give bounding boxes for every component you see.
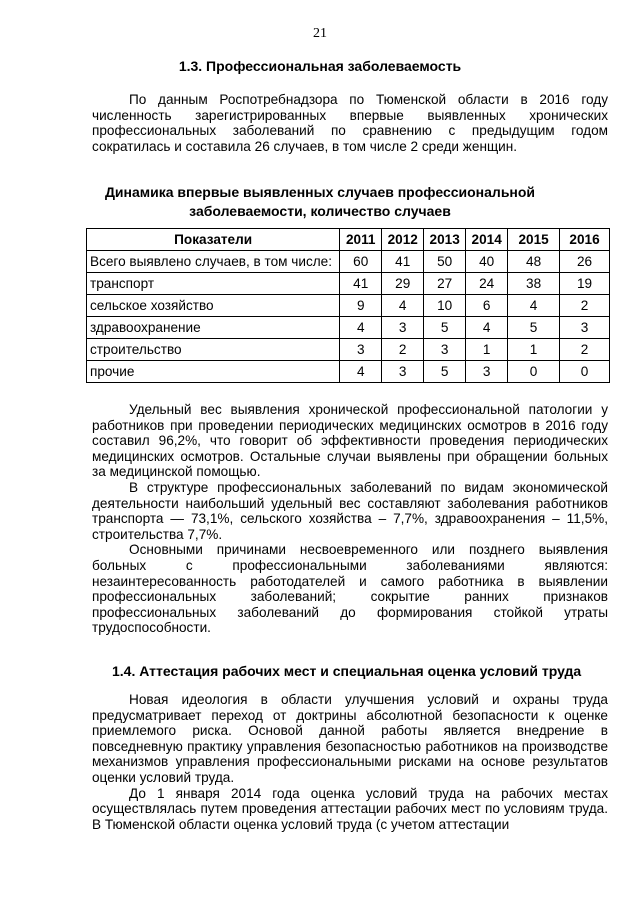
section-heading-1-3: 1.3. Профессиональная заболеваемость <box>178 58 462 74</box>
table-cell: 41 <box>340 273 382 295</box>
paragraph-structure: В структуре профессиональных заболеваний по видам экономической деятельности наибольший удельный вес составляют заболевания работников транспорта — 73,1%, сельского хозяйства – 7,7%, здравоохранения – 11,5%, строительства 7,7%. <box>92 479 608 542</box>
row-label: сельское хозяйство <box>87 295 340 317</box>
table-cell: 4 <box>382 295 424 317</box>
table-cell: 27 <box>424 273 466 295</box>
table-header-row <box>87 229 610 251</box>
table-cell: 0 <box>560 361 610 383</box>
table-cell: 19 <box>560 273 610 295</box>
paragraph-intro: По данным Роспотребнадзора по Тюменской области в 2016 году численность зарегистрированных впервые выявленных хронических профессиональных заболеваний по сравнению с предыдущим годом сократилась и составила 26 случаев, в том числе 2 среди женщин. <box>92 92 608 154</box>
table-cell: 10 <box>424 295 466 317</box>
table-row <box>87 317 610 339</box>
paragraph-attestation: До 1 января 2014 года оценка условий труда на рабочих местах осуществлялась путем проведения аттестации рабочих мест по условиям труда. В Тюменской области оценка условий труда (с учетом аттестации <box>92 785 608 832</box>
header-year: 2011 <box>340 229 382 251</box>
table-cell: 3 <box>340 339 382 361</box>
morbidity-table <box>86 228 610 383</box>
paragraph-causes: Основными причинами несвоевременного или позднего выявления больных с профессиональными заболеваниями являются: незаинтересованность работодателей и самого работника в выявлении профессиональных заболеваний; сокрытие ранних признаков профессиональных заболеваний до формирования стойкой утраты трудоспособности. <box>92 542 608 636</box>
table-title <box>0 183 640 221</box>
table-cell: 38 <box>508 273 560 295</box>
table-cell: 60 <box>340 251 382 273</box>
paragraph-share: Удельный вес выявления хронической профессиональной патологии у работников при проведении периодических медицинских осмотров в 2016 году составил 96,2%, что говорит об эффективности проведения периодических медицинских осмотров. Остальные случаи выявлены при обращении больных за медицинской помощью. <box>92 402 608 480</box>
section-heading-1-4: 1.4. Аттестация рабочих мест и специальная оценка условий труда <box>112 663 582 679</box>
body-text-section-1-4 <box>92 692 608 832</box>
row-label: строительство <box>87 339 340 361</box>
body-text-section-1-3 <box>92 402 608 636</box>
paragraph-ideology: Новая идеология в области улучшения условий и охраны труда предусматривает переход от доктрины абсолютной безопасности к оценке приемлемого риска. Основой данной работы является внедрение в повседневную практику управления безопасностью работников на производстве механизмов управления профессиональными рисками на основе результатов оценки условий труда. <box>92 692 608 785</box>
table-cell: 5 <box>424 361 466 383</box>
table-cell: 5 <box>424 317 466 339</box>
header-year: 2015 <box>508 229 560 251</box>
table-cell: 1 <box>466 339 508 361</box>
table-cell: 2 <box>560 295 610 317</box>
row-label: Всего выявлено случаев, в том числе: <box>87 251 340 273</box>
table-row <box>87 295 610 317</box>
table-cell: 3 <box>382 361 424 383</box>
table-cell: 1 <box>508 339 560 361</box>
table-row <box>87 251 610 273</box>
table-cell: 3 <box>560 317 610 339</box>
table-row <box>87 273 610 295</box>
table-cell: 0 <box>508 361 560 383</box>
table-cell: 2 <box>560 339 610 361</box>
table-cell: 24 <box>466 273 508 295</box>
table-cell: 3 <box>382 317 424 339</box>
table-cell: 41 <box>382 251 424 273</box>
table-cell: 4 <box>340 361 382 383</box>
header-indicators: Показатели <box>87 229 340 251</box>
header-year: 2013 <box>424 229 466 251</box>
row-label: транспорт <box>87 273 340 295</box>
table-title-line-2: заболеваемости, количество случаев <box>189 203 451 219</box>
table-cell: 40 <box>466 251 508 273</box>
table-cell: 26 <box>560 251 610 273</box>
table-cell: 4 <box>340 317 382 339</box>
table-row <box>87 361 610 383</box>
table-cell: 9 <box>340 295 382 317</box>
header-year: 2014 <box>466 229 508 251</box>
row-label: здравоохранение <box>87 317 340 339</box>
table-cell: 29 <box>382 273 424 295</box>
table-row <box>87 339 610 361</box>
header-year: 2016 <box>560 229 610 251</box>
table-cell: 5 <box>508 317 560 339</box>
header-year: 2012 <box>382 229 424 251</box>
table-cell: 3 <box>466 361 508 383</box>
table-cell: 2 <box>382 339 424 361</box>
table-cell: 4 <box>508 295 560 317</box>
table-cell: 3 <box>424 339 466 361</box>
row-label: прочие <box>87 361 340 383</box>
table-cell: 4 <box>466 317 508 339</box>
page-number: 21 <box>313 26 327 41</box>
table-cell: 48 <box>508 251 560 273</box>
table-cell: 50 <box>424 251 466 273</box>
table-title-line-1: Динамика впервые выявленных случаев профессиональной <box>104 184 536 200</box>
table-cell: 6 <box>466 295 508 317</box>
